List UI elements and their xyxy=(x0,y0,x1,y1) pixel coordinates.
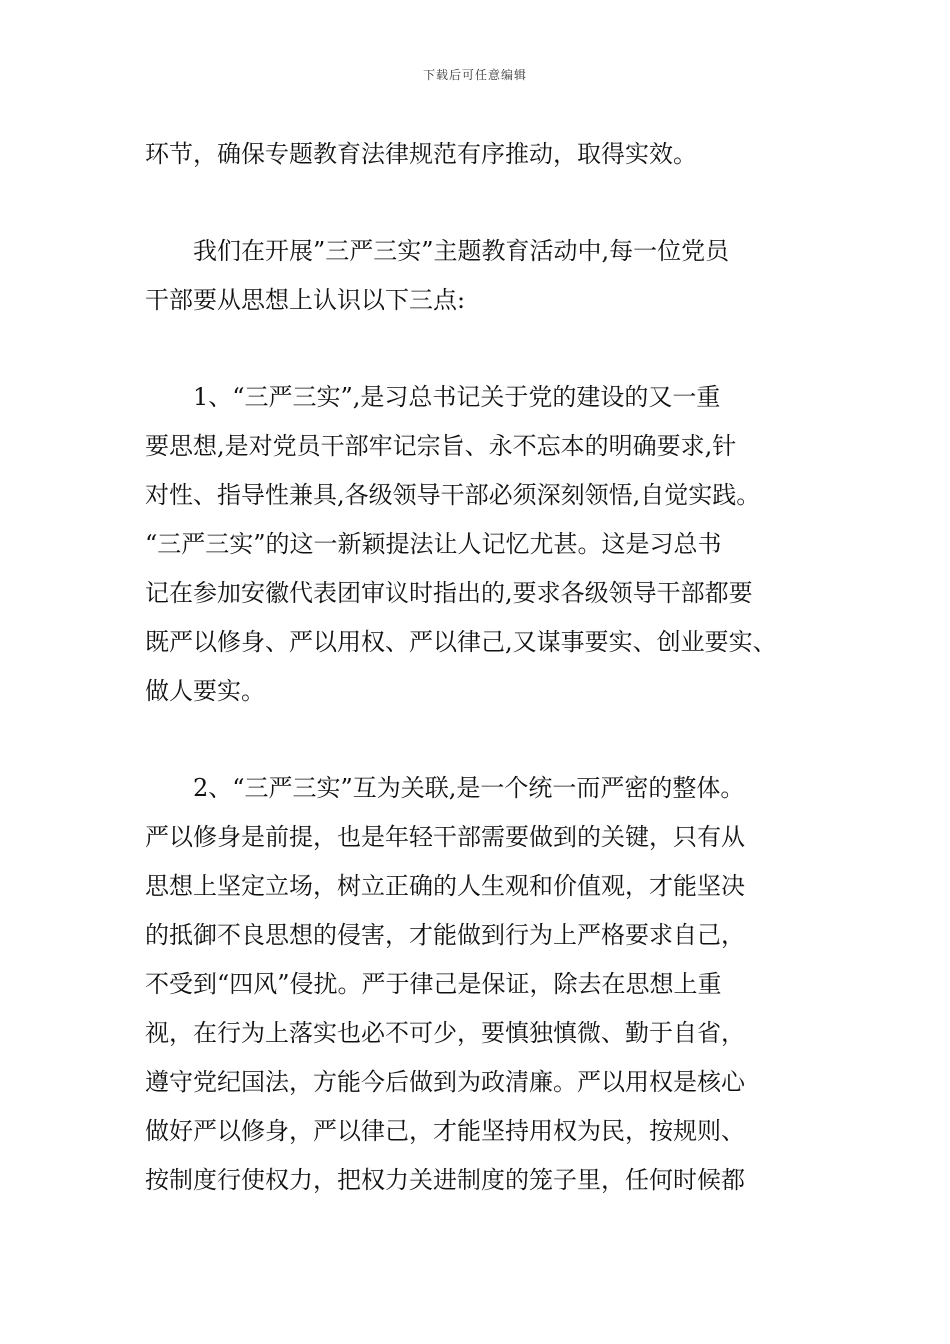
text-line: “三严三实”的这一新颖提法让人记忆尤甚。这是习总书 xyxy=(145,530,722,558)
text-line: 不受到“四风”侵扰。严于律己是保证，除去在思想上重 xyxy=(145,970,722,998)
paragraph-4 xyxy=(145,764,820,1205)
text-line: 2、“三严三实”互为关联,是一个统一而严密的整体。 xyxy=(193,774,745,802)
paragraph-1 xyxy=(145,130,820,179)
text-line: 严以修身是前提，也是年轻干部需要做到的关键，只有从 xyxy=(145,823,745,851)
paragraph-gap xyxy=(145,179,820,227)
text-line: 要思想,是对党员干部牢记宗旨、永不忘本的明确要求,针 xyxy=(145,432,737,460)
text-line: 我们在开展”三严三实”主题教育活动中,每一位党员 xyxy=(193,237,730,265)
text-line: 视，在行为上落实也必不可少，要慎独慎微、勤于自省， xyxy=(145,1019,745,1047)
text-line: 做好严以修身，严以律己，才能坚持用权为民，按规则、 xyxy=(145,1117,745,1145)
text-line: 做人要实。 xyxy=(145,677,265,705)
text-line: 环节，确保专题教育法律规范有序推动，取得实效。 xyxy=(145,140,697,168)
paragraph-gap xyxy=(145,325,820,373)
text-line: 思想上坚定立场，树立正确的人生观和价值观，才能坚决 xyxy=(145,872,745,900)
paragraph-2 xyxy=(145,227,820,325)
page-header: 下载后可任意编辑 xyxy=(422,68,527,82)
document-body xyxy=(145,130,820,1205)
text-line: 1、“三严三实”,是习总书记关于党的建设的又一重 xyxy=(193,383,721,411)
text-line: 遵守党纪国法，方能今后做到为政清廉。严以用权是核心 xyxy=(145,1068,745,1096)
paragraph-gap xyxy=(145,716,820,764)
text-line: 的抵御不良思想的侵害，才能做到行为上严格要求自己， xyxy=(145,921,745,949)
text-line: 对性、指导性兼具,各级领导干部必须深刻领悟,自觉实践。 xyxy=(145,481,761,509)
text-line: 既严以修身、严以用权、严以律己,又谋事要实、创业要实、 xyxy=(145,628,777,656)
paragraph-3 xyxy=(145,373,820,716)
text-line: 按制度行使权力，把权力关进制度的笼子里，任何时候都 xyxy=(145,1166,745,1194)
text-line: 记在参加安徽代表团审议时指出的,要求各级领导干部都要 xyxy=(145,579,753,607)
text-line: 干部要从思想上认识以下三点: xyxy=(145,286,466,314)
